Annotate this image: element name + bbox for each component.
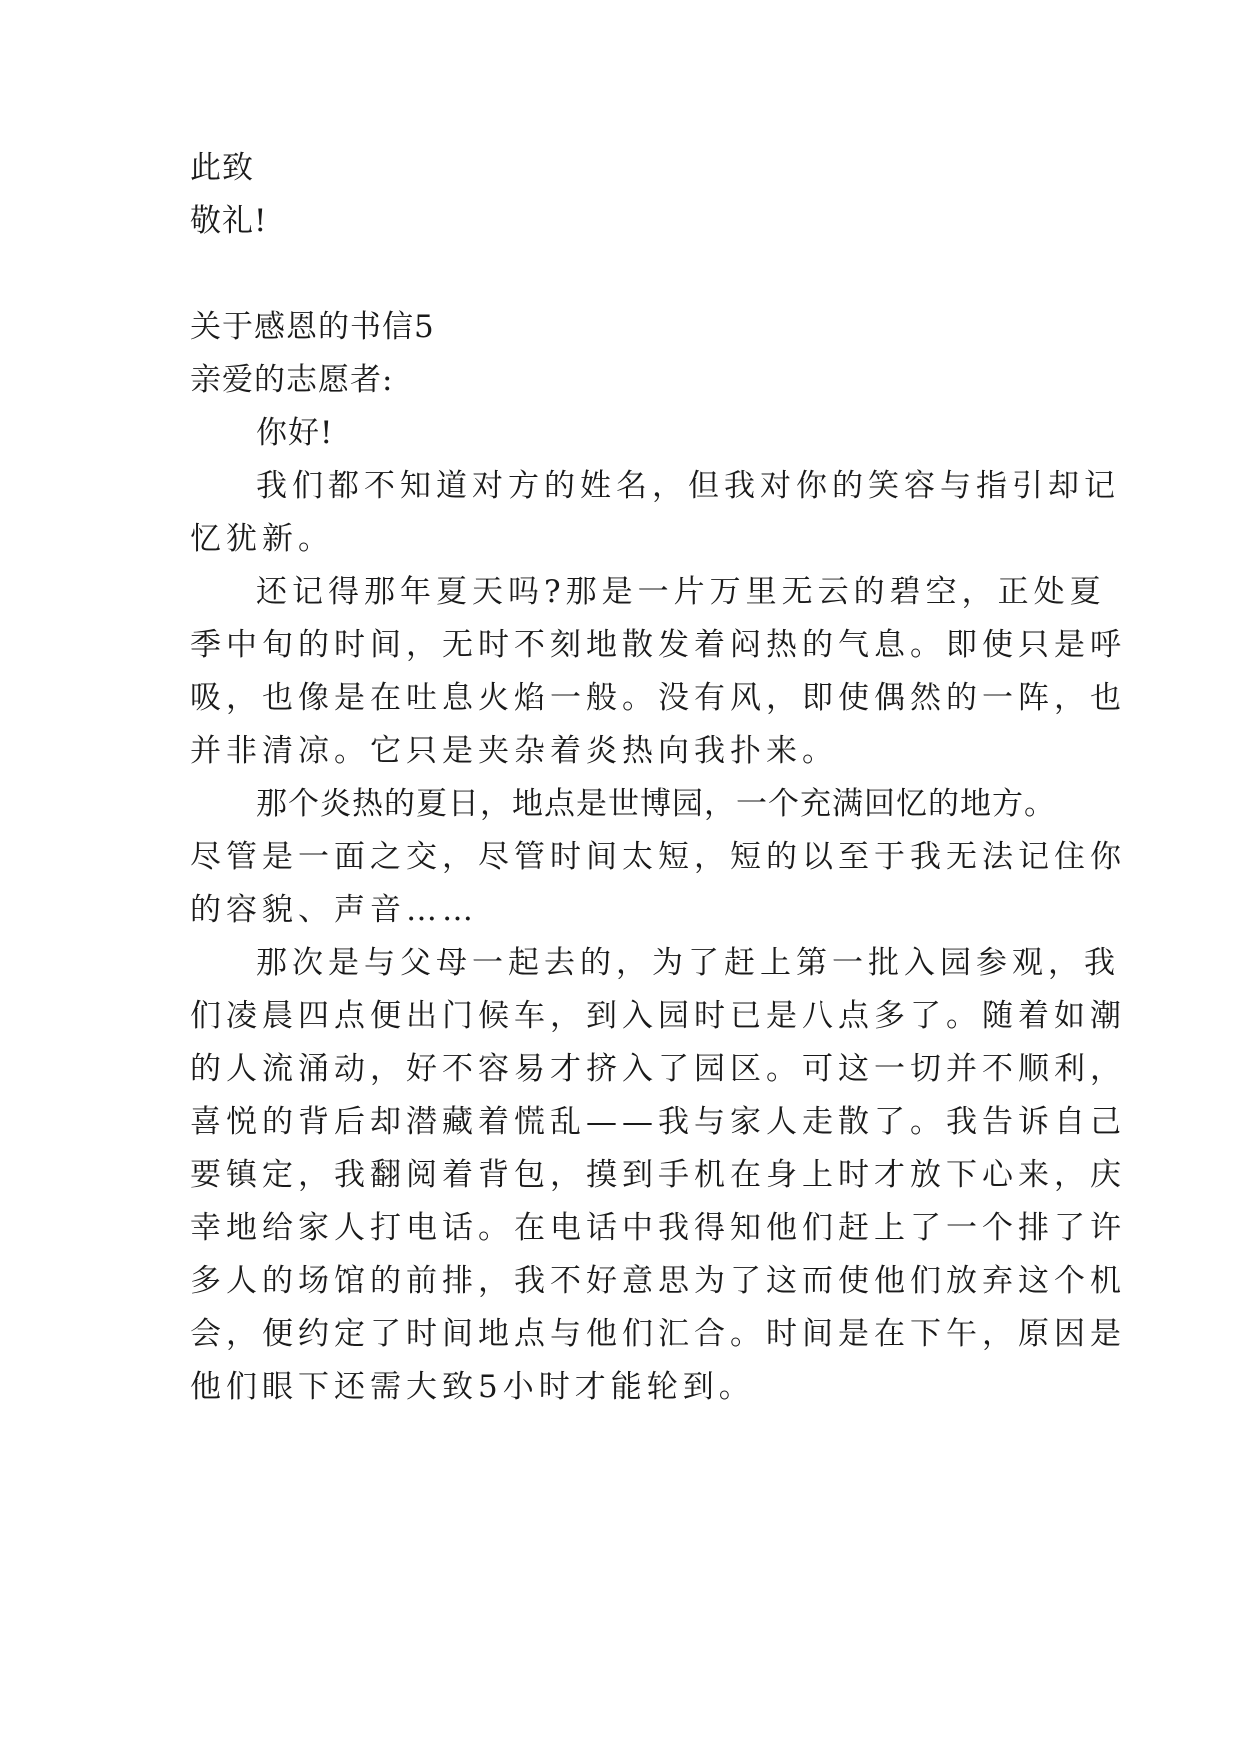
paragraph-2-line-1: 还记得那年夏天吗?那是一片万里无云的碧空，正处夏 <box>256 574 1106 610</box>
paragraph-4-line-5: 要镇定，我翻阅着背包，摸到手机在身上时才放下心来，庆 <box>190 1157 1126 1193</box>
paragraph-1-line-2: 忆犹新。 <box>190 521 334 557</box>
paragraph-4-line-3: 的人流涌动，好不容易才挤入了园区。可这一切并不顺利， <box>190 1051 1126 1087</box>
closing-line-2: 敬礼! <box>190 203 268 239</box>
greeting: 你好! <box>256 415 334 451</box>
paragraph-1-line-1: 我们都不知道对方的姓名，但我对你的笑容与指引却记 <box>256 468 1120 504</box>
paragraph-2-line-4: 并非清凉。它只是夹杂着炎热向我扑来。 <box>190 733 838 769</box>
paragraph-4-line-4: 喜悦的背后却潜藏着慌乱——我与家人走散了。我告诉自己 <box>190 1104 1126 1140</box>
paragraph-3-line-3: 的容貌、声音…… <box>190 892 478 928</box>
paragraph-4-line-1: 那次是与父母一起去的，为了赶上第一批入园参观，我 <box>256 945 1120 981</box>
paragraph-4-line-2: 们凌晨四点便出门候车，到入园时已是八点多了。随着如潮 <box>190 998 1126 1034</box>
paragraph-4-line-9: 他们眼下还需大致5小时才能轮到。 <box>190 1369 755 1405</box>
paragraph-4-line-8: 会，便约定了时间地点与他们汇合。时间是在下午，原因是 <box>190 1316 1126 1352</box>
paragraph-2-line-3: 吸，也像是在吐息火焰一般。没有风，即使偶然的一阵，也 <box>190 680 1126 716</box>
paragraph-4-line-7: 多人的场馆的前排，我不好意思为了这而使他们放弃这个机 <box>190 1263 1126 1299</box>
paragraph-3-line-2: 尽管是一面之交，尽管时间太短，短的以至于我无法记住你 <box>190 839 1126 875</box>
salutation: 亲爱的志愿者: <box>190 362 394 398</box>
closing-line-1: 此致 <box>190 150 254 186</box>
paragraph-2-line-2: 季中旬的时间，无时不刻地散发着闷热的气息。即使只是呼 <box>190 627 1126 663</box>
paragraph-3-line-1: 那个炎热的夏日，地点是世博园，一个充满回忆的地方。 <box>256 786 1056 822</box>
paragraph-4-line-6: 幸地给家人打电话。在电话中我得知他们赶上了一个排了许 <box>190 1210 1126 1246</box>
letter-heading: 关于感恩的书信5 <box>190 309 435 345</box>
